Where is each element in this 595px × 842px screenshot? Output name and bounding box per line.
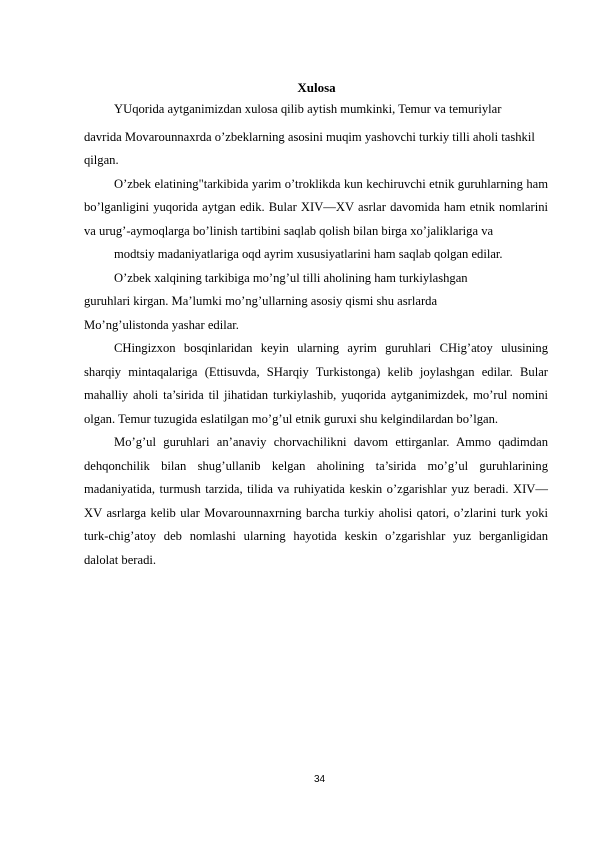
paragraph-5: O’zbek xalqining tarkibiga mo’ng’ul tilli aholining ham turkiylashgan [114, 270, 468, 285]
paragraph-1: YUqorida aytganimizdan xulosa qilib aytish mumkinki, Temur va temuriylar [114, 102, 502, 116]
paragraph-4: modtsiy madaniyatlariga oqd ayrim xususiyatlarini ham saqlab qolgan edilar. [114, 247, 503, 261]
paragraph-6: guruhlari kirgan. Ma’lumki mo’ng’ullarning asosiy qismi shu asrlarda Mo’ng’ulistonda yashar edilar. [84, 294, 438, 332]
paragraph-3: O’zbek elatining"tarkibida yarim o’troklikda kun kechiruvchi etnik guruhlarning ham bo’lganligini yuqorida aytgan edik. Bular XIV—XV asrlar davomida ham etnik nomlarini va urug’-aymoqlarga bo’linish tartibini saqlab qolish bilan birga xo’jaliklariga va [84, 176, 548, 238]
document-body [84, 98, 548, 572]
paragraph-2: davrida Movarounnaxrda o’zbeklarning asosini muqim yashovchi turkiy tilli aholi tashkil qilgan. [84, 129, 535, 167]
paragraph-7: CHingizxon bosqinlaridan keyin ularning ayrim guruhlari CHig’atoy ulusining sharqiy mintaqalariga (Ettisuvda, SHarqiy Turkistonga) kelib joylashgan edilar. Bular mahalliy aholi ta’sirida til jihatidan turkiylashib, yuqorida aytganimizdek, mo’rul nomini olgan. Temur tuzugida eslatilgan mo’g’ul etnik guruxi shu kelgindilardan bo’lgan. [84, 341, 548, 426]
document-title: Xulosa [297, 80, 336, 95]
page-number: 34 [313, 774, 326, 785]
paragraph-8: Mo’g’ul guruhlari an’anaviy chorvachilikni davom ettirganlar. Ammo qadimdan dehqonchilik bilan shug’ullanib kelgan aholining ta’sirida mo’g’ul guruhlarining madaniyatida, turmush tarzida, tilida va ruhiyatida keskin o’zgarishlar yuz beradi. XIV—XV asrlarga kelib ular Movarounnaxrning barcha turkiy aholisi qatori, o’zlarini turk yoki turk-chig’atoy deb nomlashi ularning hayotida keskin o’zgarishlar yuz berganligidan dalolat beradi. [84, 435, 548, 567]
